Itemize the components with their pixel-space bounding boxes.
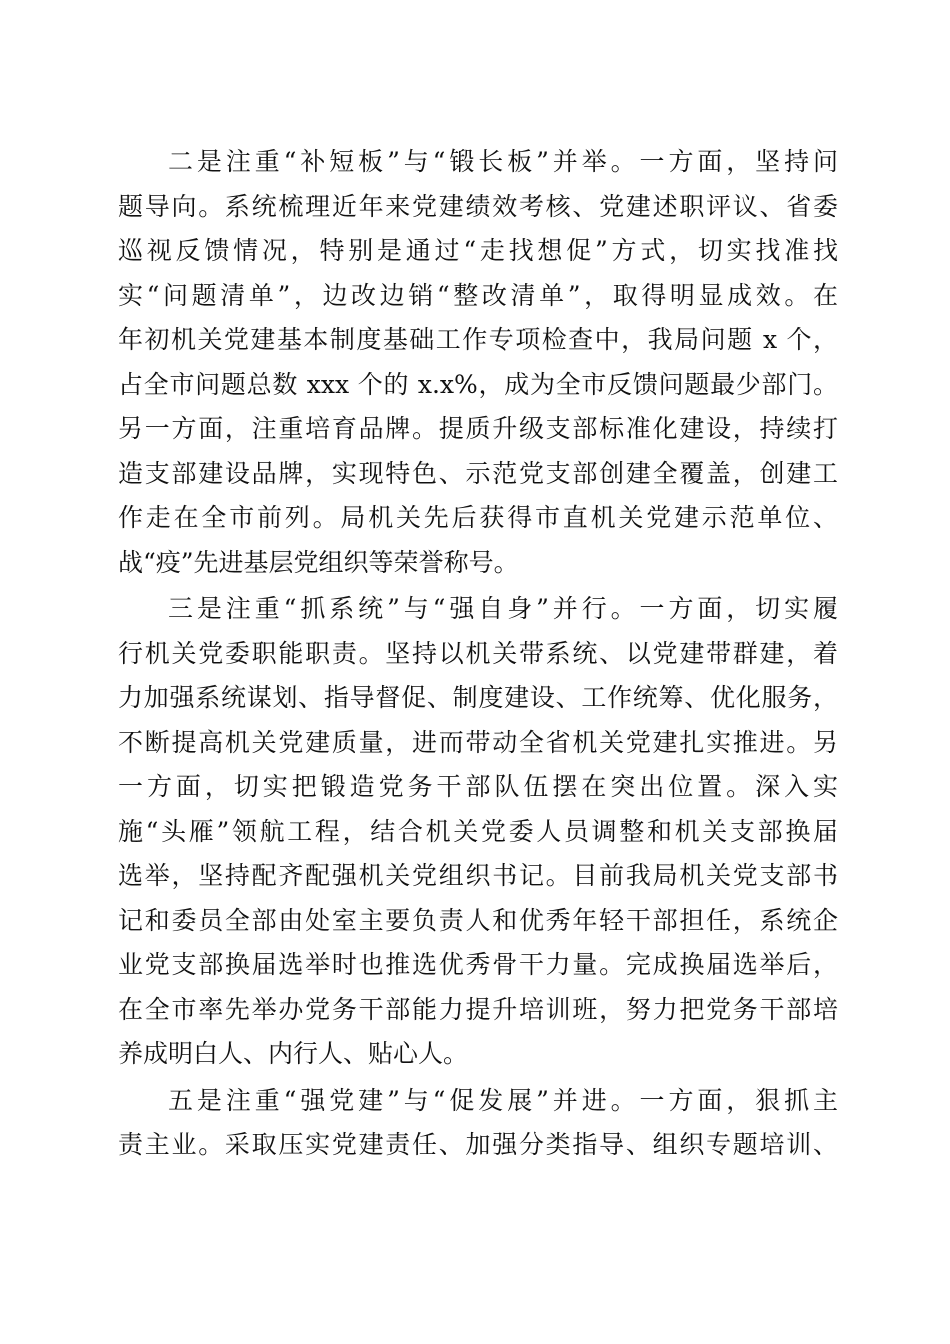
text-line: 业党支部换届选举时也推选优秀骨干力量。完成换届选举后， — [118, 950, 838, 979]
text-line: 题导向。系统梳理近年来党建绩效考核、党建述职评议、省委 — [118, 191, 838, 221]
document-body — [118, 140, 838, 1168]
text-line: 一方面，切实把锻造党务干部队伍摆在突出位置。深入实 — [118, 772, 838, 801]
text-line: 年初机关党建基本制度基础工作专项检查中，我局问题 x 个， — [118, 325, 838, 354]
text-line: 行机关党委职能职责。坚持以机关带系统、以党建带群建，着 — [118, 638, 838, 668]
text-line: 作走在全市前列。局机关先后获得市直机关党建示范单位、 — [118, 503, 838, 532]
text-line: 实“问题清单”，边改边销“整改清单”，取得明显成效。在 — [118, 280, 838, 310]
text-line: 责主业。采取压实党建责任、加强分类指导、组织专题培训、 — [118, 1130, 838, 1159]
text-line: 施“头雁”领航工程，结合机关党委人员调整和机关支部换届 — [118, 816, 838, 846]
text-line: 选举，坚持配齐配强机关党组织书记。目前我局机关党支部书 — [118, 861, 838, 890]
text-line: 五是注重“强党建”与“促发展”并进。一方面，狠抓主 — [168, 1085, 838, 1115]
text-line: 巡视反馈情况，特别是通过“走找想促”方式，切实找准找 — [118, 236, 838, 265]
text-line: 造支部建设品牌，实现特色、示范党支部创建全覆盖，创建工 — [118, 458, 838, 488]
text-line: 记和委员全部由处室主要负责人和优秀年轻干部担任，系统企 — [118, 905, 838, 935]
text-line: 另一方面，注重培育品牌。提质升级支部标准化建设，持续打 — [118, 414, 838, 443]
text-line: 在全市率先举办党务干部能力提升培训班，努力把党务干部培 — [118, 994, 838, 1024]
text-line: 三是注重“抓系统”与“强自身”并行。一方面，切实履 — [168, 594, 838, 623]
text-line: 力加强系统谋划、指导督促、制度建设、工作统筹、优化服务， — [118, 683, 838, 712]
text-line: 战“疫”先进基层党组织等荣誉称号。 — [118, 547, 519, 577]
paragraph-san — [118, 587, 838, 1077]
paragraph-er — [118, 140, 838, 585]
paragraph-wu — [118, 1079, 838, 1168]
text-line: 占全市问题总数 xxx 个的 x.x%，成为全市反馈问题最少部门。 — [118, 369, 838, 399]
text-line: 二是注重“补短板”与“锻长板”并举。一方面，坚持问 — [168, 147, 838, 176]
text-line: 不断提高机关党建质量，进而带动全省机关党建扎实推进。另 — [118, 727, 838, 757]
text-line: 养成明白人、内行人、贴心人。 — [118, 1039, 469, 1068]
